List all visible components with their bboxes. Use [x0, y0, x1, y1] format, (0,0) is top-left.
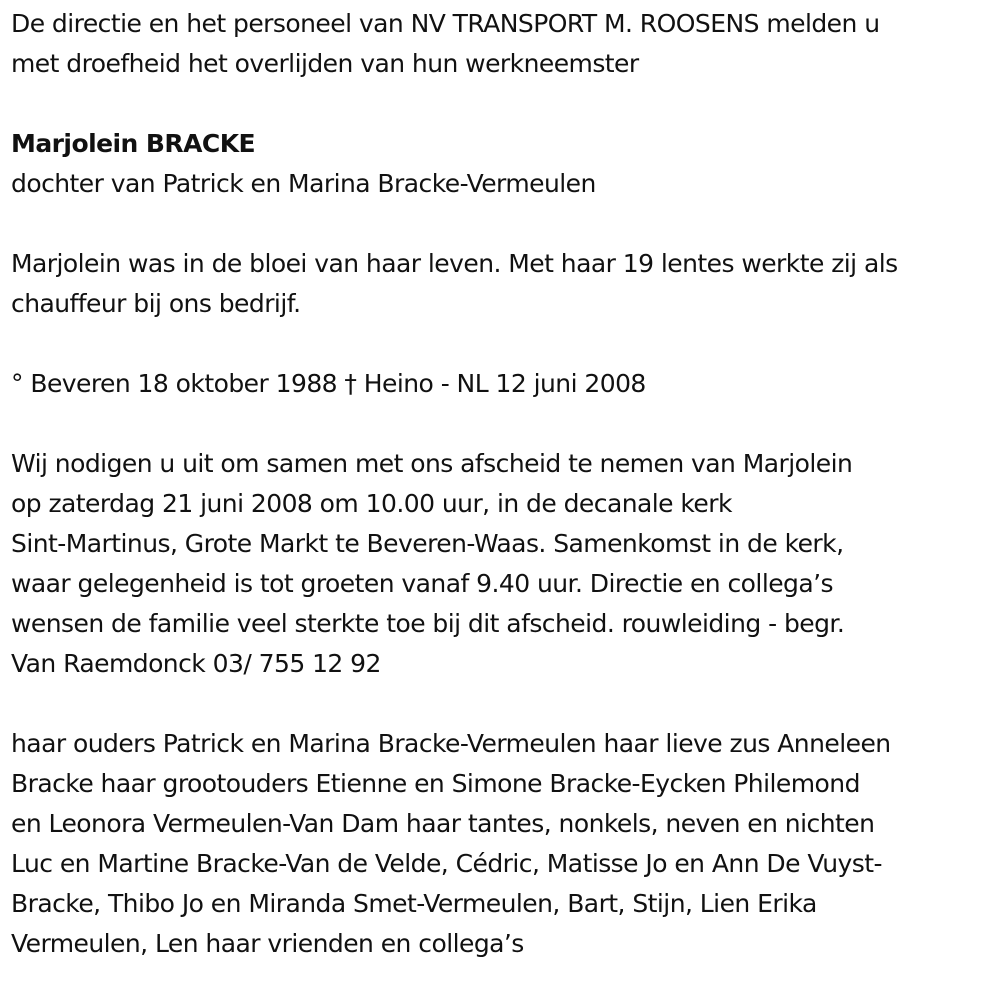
bio-line: chauffeur bij ons bedrijf.	[11, 289, 301, 318]
family-line: haar ouders Patrick en Marina Bracke-Vermeulen haar lieve zus Anneleen	[11, 729, 891, 758]
invitation-line: Sint-Martinus, Grote Markt te Beveren-Waas. Samenkomst in de kerk,	[11, 529, 844, 558]
bio-line: Marjolein was in de bloei van haar leven. Met haar 19 lentes werkte zij als	[11, 249, 898, 278]
invitation-line: waar gelegenheid is tot groeten vanaf 9.40 uur. Directie en collega’s	[11, 569, 834, 598]
intro-line: De directie en het personeel van NV TRANSPORT M. ROOSENS melden u	[11, 9, 880, 38]
intro-line: met droefheid het overlijden van hun werkneemster	[11, 49, 639, 78]
spacer	[11, 84, 990, 124]
family-line: Luc en Martine Bracke-Van de Velde, Cédric, Matisse Jo en Ann De Vuyst-	[11, 849, 882, 878]
invitation-line: op zaterdag 21 juni 2008 om 10.00 uur, in de decanale kerk	[11, 489, 732, 518]
spacer	[11, 324, 990, 364]
family-line: Bracke, Thibo Jo en Miranda Smet-Vermeulen, Bart, Stijn, Lien Erika	[11, 889, 817, 918]
spacer	[11, 204, 990, 244]
family-line: Bracke haar grootouders Etienne en Simone Bracke-Eycken Philemond	[11, 769, 860, 798]
deceased-name: Marjolein BRACKE	[11, 129, 256, 158]
family-line: en Leonora Vermeulen-Van Dam haar tantes, nonkels, neven en nichten	[11, 809, 875, 838]
birth-death-dates: ° Beveren 18 oktober 1988 † Heino - NL 12 juni 2008	[11, 369, 646, 398]
invitation-paragraph	[11, 444, 990, 684]
invitation-line: Wij nodigen u uit om samen met ons afscheid te nemen van Marjolein	[11, 449, 853, 478]
spacer	[11, 404, 990, 444]
spacer	[11, 684, 990, 724]
invitation-line: wensen de familie veel sterkte toe bij dit afscheid. rouwleiding - begr.	[11, 609, 845, 638]
intro-paragraph	[11, 4, 990, 84]
invitation-line: Van Raemdonck 03/ 755 12 92	[11, 649, 381, 678]
family-paragraph	[11, 724, 990, 964]
bio-paragraph	[11, 244, 990, 324]
deceased-parents: dochter van Patrick en Marina Bracke-Vermeulen	[11, 169, 596, 198]
family-line: Vermeulen, Len haar vrienden en collega’s	[11, 929, 524, 958]
